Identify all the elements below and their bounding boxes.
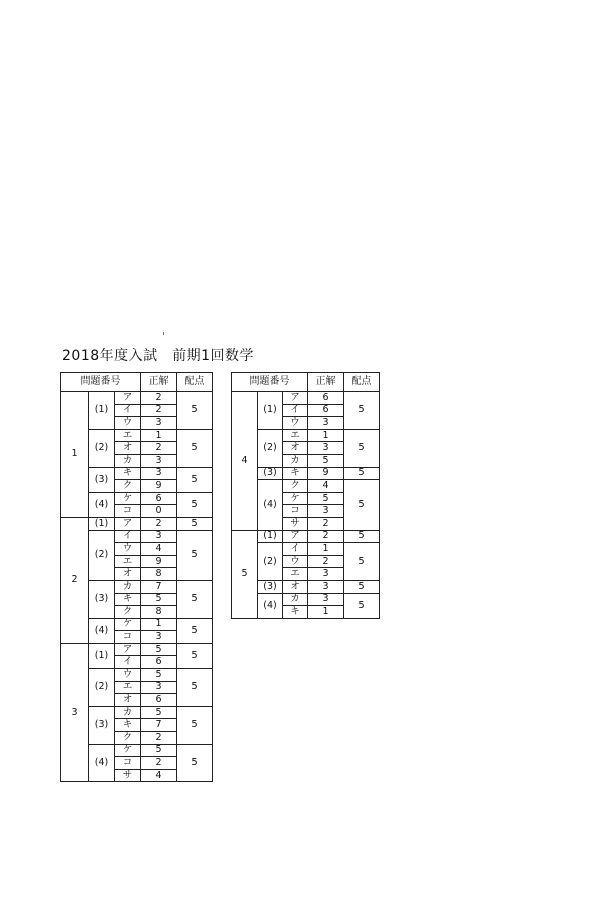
answer-symbol: オ <box>283 442 308 455</box>
answer-symbol: ウ <box>283 417 308 430</box>
points-value: 5 <box>344 543 380 581</box>
answer-symbol: ア <box>115 643 141 656</box>
answer-symbol: カ <box>283 454 308 467</box>
answer-symbol: エ <box>115 681 141 694</box>
table-row <box>61 392 213 405</box>
answer-symbol: ウ <box>283 555 308 568</box>
correct-answer: 6 <box>141 656 177 669</box>
answer-symbol: ア <box>283 392 308 405</box>
correct-answer: 3 <box>308 417 344 430</box>
answer-symbol: ア <box>115 392 141 405</box>
points-value: 5 <box>177 392 213 430</box>
answer-symbol: キ <box>115 593 141 606</box>
correct-answer: 7 <box>141 580 177 593</box>
points-value: 5 <box>177 744 213 782</box>
correct-answer: 4 <box>141 769 177 782</box>
answer-symbol: キ <box>115 719 141 732</box>
sub-question-number: (1) <box>89 517 115 530</box>
answer-symbol: イ <box>283 404 308 417</box>
points-value: 5 <box>177 669 213 707</box>
correct-answer: 3 <box>141 454 177 467</box>
header-answer: 正解 <box>141 373 177 392</box>
sub-question-number: (1) <box>89 392 115 430</box>
correct-answer: 3 <box>308 580 344 593</box>
answer-symbol: コ <box>115 757 141 770</box>
question-number: 2 <box>61 517 89 643</box>
answer-symbol: ケ <box>115 744 141 757</box>
correct-answer: 5 <box>308 492 344 505</box>
answer-symbol: ク <box>283 480 308 493</box>
correct-answer: 5 <box>141 669 177 682</box>
scan-speck <box>163 332 164 335</box>
answer-symbol: カ <box>115 454 141 467</box>
answer-symbol: イ <box>115 656 141 669</box>
sub-question-number: (2) <box>258 429 283 467</box>
table-header-row <box>232 373 380 392</box>
answer-symbol: ク <box>115 606 141 619</box>
answer-symbol: キ <box>283 467 308 480</box>
answer-symbol: ク <box>115 480 141 493</box>
correct-answer: 5 <box>141 706 177 719</box>
answer-symbol: ク <box>115 732 141 745</box>
table-row <box>232 392 380 405</box>
correct-answer: 8 <box>141 568 177 581</box>
answer-symbol: カ <box>283 593 308 606</box>
points-value: 5 <box>177 706 213 744</box>
correct-answer: 1 <box>141 618 177 631</box>
correct-answer: 2 <box>141 517 177 530</box>
answer-symbol: オ <box>115 694 141 707</box>
points-value: 5 <box>177 492 213 517</box>
answer-symbol: コ <box>115 631 141 644</box>
correct-answer: 4 <box>308 480 344 493</box>
correct-answer: 0 <box>141 505 177 518</box>
answer-symbol: オ <box>115 568 141 581</box>
correct-answer: 2 <box>141 732 177 745</box>
correct-answer: 1 <box>308 606 344 619</box>
correct-answer: 9 <box>141 555 177 568</box>
correct-answer: 2 <box>308 530 344 543</box>
sub-question-number: (3) <box>89 706 115 744</box>
correct-answer: 9 <box>141 480 177 493</box>
answer-symbol: ケ <box>283 492 308 505</box>
header-question-no: 問題番号 <box>232 373 308 392</box>
points-value: 5 <box>344 480 380 530</box>
points-value: 5 <box>177 429 213 467</box>
answer-symbol: ケ <box>115 492 141 505</box>
answer-symbol: キ <box>115 467 141 480</box>
correct-answer: 2 <box>141 757 177 770</box>
page-title: 2018年度入試 前期1回数学 <box>62 348 255 364</box>
sub-question-number: (2) <box>89 429 115 467</box>
correct-answer: 2 <box>141 392 177 405</box>
correct-answer: 2 <box>141 404 177 417</box>
correct-answer: 5 <box>141 643 177 656</box>
correct-answer: 6 <box>308 392 344 405</box>
sub-question-number: (1) <box>258 392 283 430</box>
points-value: 5 <box>344 530 380 543</box>
sub-question-number: (3) <box>258 467 283 480</box>
sub-question-number: (4) <box>89 492 115 517</box>
header-answer: 正解 <box>308 373 344 392</box>
sub-question-number: (2) <box>258 543 283 581</box>
points-value: 5 <box>344 392 380 430</box>
sub-question-number: (2) <box>89 669 115 707</box>
correct-answer: 4 <box>141 543 177 556</box>
correct-answer: 2 <box>308 555 344 568</box>
answer-symbol: ウ <box>115 543 141 556</box>
sub-question-number: (4) <box>258 593 283 618</box>
points-value: 5 <box>344 467 380 480</box>
table-row <box>61 643 213 656</box>
sub-question-number: (3) <box>89 580 115 618</box>
table-row <box>61 517 213 530</box>
correct-answer: 7 <box>141 719 177 732</box>
correct-answer: 2 <box>308 517 344 530</box>
correct-answer: 9 <box>308 467 344 480</box>
sub-question-number: (3) <box>258 580 283 593</box>
answer-symbol: エ <box>283 429 308 442</box>
header-points: 配点 <box>344 373 380 392</box>
sub-question-number: (1) <box>258 530 283 543</box>
sub-question-number: (1) <box>89 643 115 668</box>
correct-answer: 3 <box>141 417 177 430</box>
answer-symbol: イ <box>283 543 308 556</box>
answer-symbol: イ <box>115 530 141 543</box>
answer-symbol: ア <box>115 517 141 530</box>
question-number: 4 <box>232 392 258 531</box>
answer-table-right <box>231 372 380 619</box>
sub-question-number: (3) <box>89 467 115 492</box>
correct-answer: 5 <box>141 593 177 606</box>
correct-answer: 8 <box>141 606 177 619</box>
answer-symbol: エ <box>115 429 141 442</box>
correct-answer: 5 <box>308 454 344 467</box>
points-value: 5 <box>177 517 213 530</box>
correct-answer: 3 <box>141 530 177 543</box>
sub-question-number: (4) <box>89 744 115 782</box>
points-value: 5 <box>344 580 380 593</box>
answer-symbol: ウ <box>115 669 141 682</box>
question-number: 3 <box>61 643 89 782</box>
points-value: 5 <box>177 580 213 618</box>
correct-answer: 3 <box>308 442 344 455</box>
correct-answer: 3 <box>141 467 177 480</box>
correct-answer: 3 <box>308 505 344 518</box>
answer-symbol: オ <box>115 442 141 455</box>
answer-symbol: ケ <box>115 618 141 631</box>
question-number: 1 <box>61 392 89 518</box>
header-points: 配点 <box>177 373 213 392</box>
question-number: 5 <box>232 530 258 618</box>
answer-symbol: イ <box>115 404 141 417</box>
correct-answer: 1 <box>308 543 344 556</box>
correct-answer: 3 <box>141 631 177 644</box>
answer-symbol: カ <box>115 580 141 593</box>
sub-question-number: (2) <box>89 530 115 580</box>
points-value: 5 <box>177 643 213 668</box>
answer-symbol: サ <box>283 517 308 530</box>
answer-symbol: カ <box>115 706 141 719</box>
points-value: 5 <box>177 467 213 492</box>
answer-symbol: コ <box>283 505 308 518</box>
points-value: 5 <box>177 618 213 643</box>
correct-answer: 6 <box>141 492 177 505</box>
correct-answer: 2 <box>141 442 177 455</box>
table-row <box>232 530 380 543</box>
correct-answer: 1 <box>141 429 177 442</box>
correct-answer: 1 <box>308 429 344 442</box>
answer-symbol: ア <box>283 530 308 543</box>
answer-symbol: キ <box>283 606 308 619</box>
table-header-row <box>61 373 213 392</box>
answer-symbol: エ <box>283 568 308 581</box>
correct-answer: 6 <box>141 694 177 707</box>
header-question-no: 問題番号 <box>61 373 141 392</box>
answer-symbol: コ <box>115 505 141 518</box>
answer-symbol: ウ <box>115 417 141 430</box>
sub-question-number: (4) <box>258 480 283 530</box>
correct-answer: 6 <box>308 404 344 417</box>
answer-symbol: エ <box>115 555 141 568</box>
correct-answer: 3 <box>141 681 177 694</box>
sub-question-number: (4) <box>89 618 115 643</box>
correct-answer: 3 <box>308 593 344 606</box>
answer-symbol: サ <box>115 769 141 782</box>
answer-table-left <box>60 372 213 782</box>
correct-answer: 3 <box>308 568 344 581</box>
points-value: 5 <box>344 429 380 467</box>
correct-answer: 5 <box>141 744 177 757</box>
points-value: 5 <box>344 593 380 618</box>
points-value: 5 <box>177 530 213 580</box>
answer-symbol: オ <box>283 580 308 593</box>
